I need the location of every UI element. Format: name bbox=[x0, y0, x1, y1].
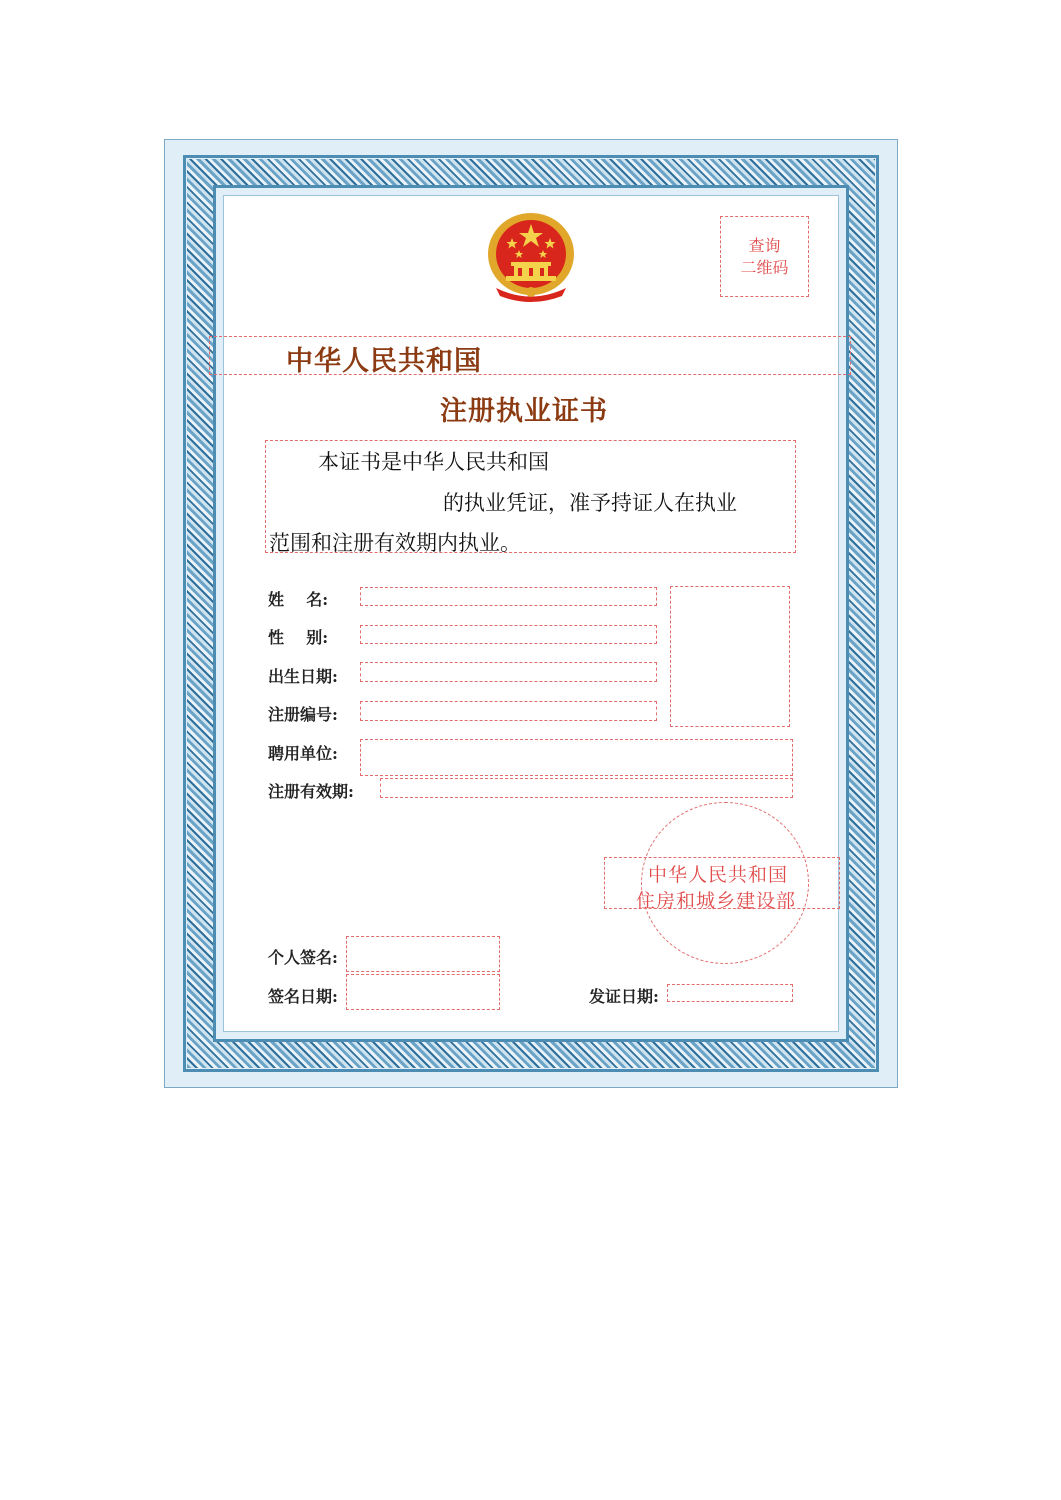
certificate-title-country: 中华人民共和国 bbox=[286, 346, 482, 377]
registration-number-field bbox=[360, 701, 657, 721]
registration-number-label: 注册编号: bbox=[268, 705, 338, 724]
signature-date-field bbox=[346, 974, 500, 1010]
national-emblem-icon bbox=[486, 210, 576, 302]
certificate-title-main: 注册执业证书 bbox=[440, 396, 608, 427]
birth-date-label: 出生日期: bbox=[268, 667, 338, 686]
intro-line-2: 的执业凭证，准予持证人在执业 bbox=[443, 491, 737, 515]
qr-label-line1: 查询 bbox=[748, 235, 781, 255]
seal-text-line2: 住房和城乡建设部 bbox=[636, 890, 797, 912]
employer-label: 聘用单位: bbox=[268, 744, 338, 763]
issue-date-field bbox=[667, 984, 793, 1002]
seal-text-line1: 中华人民共和国 bbox=[648, 864, 789, 886]
signature-date-label: 签名日期: bbox=[268, 987, 338, 1006]
validity-period-field bbox=[380, 778, 793, 798]
photo-placeholder bbox=[670, 586, 790, 727]
gender-field bbox=[360, 625, 657, 644]
intro-line-1: 本证书是中华人民共和国 bbox=[318, 450, 549, 474]
personal-signature-field bbox=[346, 936, 500, 972]
issue-date-label: 发证日期: bbox=[589, 987, 659, 1006]
personal-signature-label: 个人签名: bbox=[268, 948, 338, 967]
validity-period-label: 注册有效期: bbox=[268, 782, 354, 801]
birth-date-field bbox=[360, 662, 657, 682]
employer-field bbox=[360, 739, 793, 776]
gender-label: 性 别: bbox=[268, 628, 329, 647]
qr-label-line2: 二维码 bbox=[740, 257, 789, 277]
name-field bbox=[360, 587, 657, 606]
name-label: 姓 名: bbox=[268, 590, 329, 609]
qr-code-placeholder bbox=[720, 216, 809, 297]
intro-line-3: 范围和注册有效期内执业。 bbox=[269, 531, 521, 555]
